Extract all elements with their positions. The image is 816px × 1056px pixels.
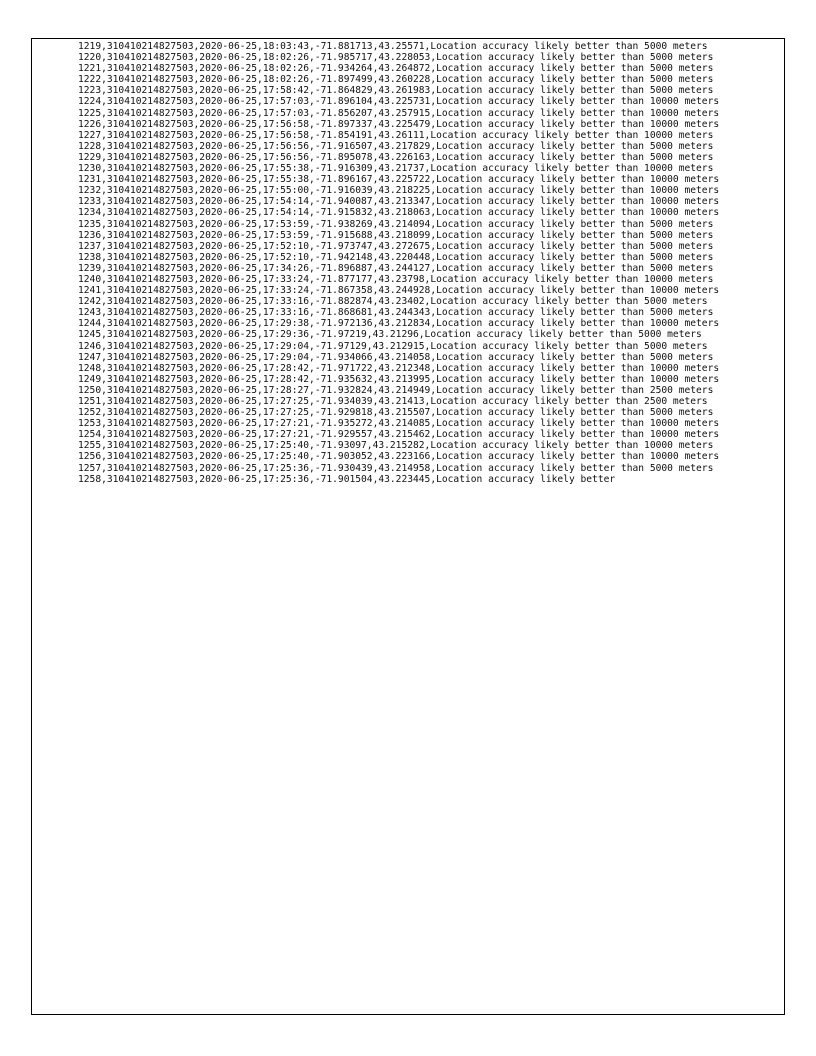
record-line: 1220,310410214827503,2020-06-25,18:02:26,-71.985717,43.228053,Location accuracy likely better than 5000 meters xyxy=(78,52,714,64)
record-list xyxy=(32,39,784,485)
record-line: 1228,310410214827503,2020-06-25,17:56:56,-71.916507,43.217829,Location accuracy likely better than 5000 meters xyxy=(78,140,714,152)
record-line: 1219,310410214827503,2020-06-25,18:03:43,-71.881713,43.25571,Location accuracy likely better than 5000 meters xyxy=(78,41,708,52)
record-line: 1246,310410214827503,2020-06-25,17:29:04,-71.97129,43.212915,Location accuracy likely better than 5000 meters xyxy=(78,340,708,352)
record-line: 1239,310410214827503,2020-06-25,17:34:26,-71.896887,43.244127,Location accuracy likely better than 5000 meters xyxy=(78,262,714,274)
record-line: 1227,310410214827503,2020-06-25,17:56:58,-71.854191,43.26111,Location accuracy likely better than 10000 meters xyxy=(78,129,714,141)
record-line: 1249,310410214827503,2020-06-25,17:28:42,-71.935632,43.213995,Location accuracy likely better than 10000 meters xyxy=(78,373,720,385)
record-line: 1221,310410214827503,2020-06-25,18:02:26,-71.934264,43.264872,Location accuracy likely better than 5000 meters xyxy=(78,63,714,75)
record-line: 1257,310410214827503,2020-06-25,17:25:36,-71.930439,43.214958,Location accuracy likely better than 5000 meters xyxy=(78,462,714,474)
record-line: 1250,310410214827503,2020-06-25,17:28:27,-71.932824,43.214949,Location accuracy likely better than 2500 meters xyxy=(78,384,714,396)
record-line: 1233,310410214827503,2020-06-25,17:54:14,-71.940087,43.213347,Location accuracy likely better than 10000 meters xyxy=(78,196,720,208)
document-page xyxy=(31,38,785,1015)
record-line: 1243,310410214827503,2020-06-25,17:33:16,-71.868681,43.244343,Location accuracy likely better than 5000 meters xyxy=(78,307,714,319)
record-line: 1237,310410214827503,2020-06-25,17:52:10,-71.973747,43.272675,Location accuracy likely better than 5000 meters xyxy=(78,240,714,252)
record-line: 1223,310410214827503,2020-06-25,17:58:42,-71.864829,43.261983,Location accuracy likely better than 5000 meters xyxy=(78,85,714,97)
record-line: 1238,310410214827503,2020-06-25,17:52:10,-71.942148,43.220448,Location accuracy likely better than 5000 meters xyxy=(78,251,714,263)
record-line: 1240,310410214827503,2020-06-25,17:33:24,-71.877177,43.23798,Location accuracy likely better than 10000 meters xyxy=(78,273,714,285)
record-line: 1232,310410214827503,2020-06-25,17:55:00,-71.916039,43.218225,Location accuracy likely better than 10000 meters xyxy=(78,185,720,197)
record-line: 1254,310410214827503,2020-06-25,17:27:21,-71.929557,43.215462,Location accuracy likely better than 10000 meters xyxy=(78,429,720,441)
record-line: 1252,310410214827503,2020-06-25,17:27:25,-71.929818,43.215507,Location accuracy likely better than 5000 meters xyxy=(78,407,714,419)
record-line: 1251,310410214827503,2020-06-25,17:27:25,-71.934039,43.21413,Location accuracy likely better than 2500 meters xyxy=(78,396,708,407)
record-line: 1230,310410214827503,2020-06-25,17:55:38,-71.916309,43.21737,Location accuracy likely better than 10000 meters xyxy=(78,163,714,175)
record-line: 1253,310410214827503,2020-06-25,17:27:21,-71.935272,43.214085,Location accuracy likely better than 10000 meters xyxy=(78,418,720,430)
record-line: 1225,310410214827503,2020-06-25,17:57:03,-71.856207,43.257915,Location accuracy likely better than 10000 meters xyxy=(78,107,720,119)
record-line: 1242,310410214827503,2020-06-25,17:33:16,-71.882874,43.23402,Location accuracy likely better than 5000 meters xyxy=(78,296,708,308)
record-line: 1245,310410214827503,2020-06-25,17:29:36,-71.97219,43.21296,Location accuracy likely better than 5000 meters xyxy=(78,329,702,341)
record-line: 1235,310410214827503,2020-06-25,17:53:59,-71.938269,43.214094,Location accuracy likely better than 5000 meters xyxy=(78,218,714,230)
record-line: 1231,310410214827503,2020-06-25,17:55:38,-71.896167,43.225722,Location accuracy likely better than 10000 meters xyxy=(78,174,720,186)
record-line: 1224,310410214827503,2020-06-25,17:57:03,-71.896104,43.225731,Location accuracy likely better than 10000 meters xyxy=(78,96,720,108)
record-line: 1248,310410214827503,2020-06-25,17:28:42,-71.971722,43.212348,Location accuracy likely better than 10000 meters xyxy=(78,362,720,374)
record-line: 1258,310410214827503,2020-06-25,17:25:36,-71.901504,43.223445,Location accuracy likely better xyxy=(78,473,616,485)
record-line: 1234,310410214827503,2020-06-25,17:54:14,-71.915832,43.218063,Location accuracy likely better than 10000 meters xyxy=(78,207,720,219)
record-line: 1255,310410214827503,2020-06-25,17:25:40,-71.93097,43.215282,Location accuracy likely better than 10000 meters xyxy=(78,440,714,452)
record-line: 1247,310410214827503,2020-06-25,17:29:04,-71.934066,43.214058,Location accuracy likely better than 5000 meters xyxy=(78,351,714,363)
record-line: 1256,310410214827503,2020-06-25,17:25:40,-71.903052,43.223166,Location accuracy likely better than 10000 meters xyxy=(78,451,720,463)
record-line: 1241,310410214827503,2020-06-25,17:33:24,-71.867358,43.244928,Location accuracy likely better than 10000 meters xyxy=(78,285,720,297)
record-line: 1236,310410214827503,2020-06-25,17:53:59,-71.915688,43.218099,Location accuracy likely better than 5000 meters xyxy=(78,229,714,241)
record-line: 1229,310410214827503,2020-06-25,17:56:56,-71.895078,43.226163,Location accuracy likely better than 5000 meters xyxy=(78,151,714,163)
record-line: 1244,310410214827503,2020-06-25,17:29:38,-71.972136,43.212834,Location accuracy likely better than 10000 meters xyxy=(78,318,720,330)
record-line: 1226,310410214827503,2020-06-25,17:56:58,-71.897337,43.225479,Location accuracy likely better than 10000 meters xyxy=(78,118,720,130)
record-line: 1222,310410214827503,2020-06-25,18:02:26,-71.897499,43.260228,Location accuracy likely better than 5000 meters xyxy=(78,74,714,86)
